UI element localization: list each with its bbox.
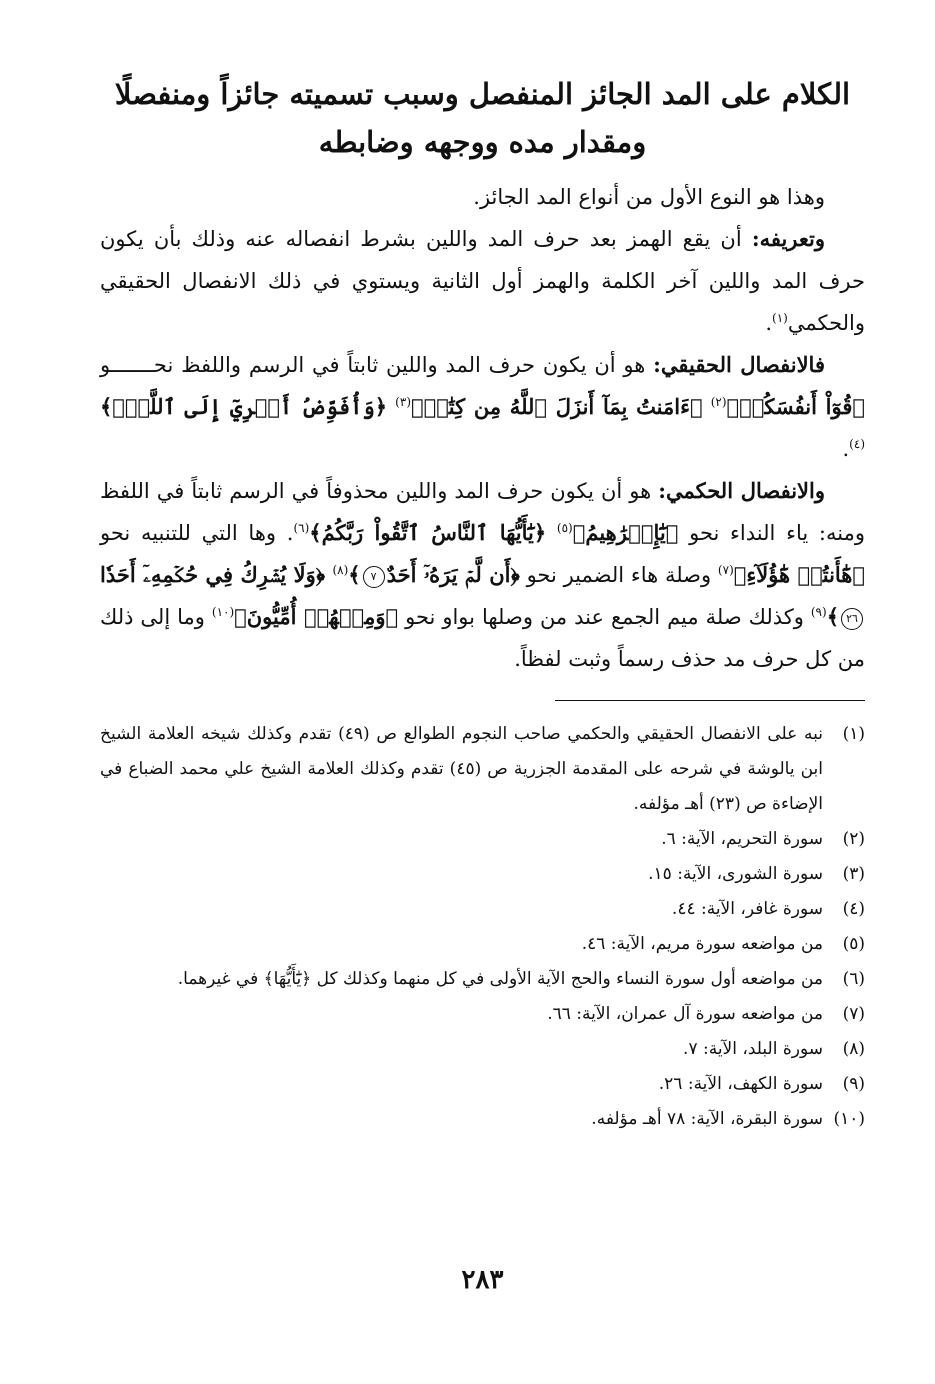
footnote-number: (٤) bbox=[842, 899, 865, 919]
ayah-number-marker: ٢٦ bbox=[841, 608, 863, 630]
footnote-number: (٢) bbox=[842, 829, 865, 849]
footnote-ref: (١٠) bbox=[211, 605, 235, 619]
implied-separation-text: هو أن يكون حرف المد واللين محذوفاً في الرسم ثابتاً في اللفظ ومنه: ياء النداء نحو bbox=[100, 479, 865, 545]
definition-text: أن يقع الهمز بعد حرف المد واللين بشرط انفصاله عنه وذلك بأن يكون حرف المد واللين آخر الكلمة والهمز أول الثانية ويستوي في ذلك الانفصال الحقيقي والحكمي bbox=[100, 227, 865, 335]
footnote-text: سورة الشورى، الآية: ١٥. bbox=[648, 864, 823, 884]
paragraph-real-separation bbox=[100, 344, 865, 470]
footnote-4 bbox=[100, 892, 865, 927]
footnote-ref: (٢) bbox=[710, 395, 727, 409]
paragraph-implied-separation bbox=[100, 470, 865, 680]
quran-quote: ﴿وَلَا يُشۡرِكُ فِي حُكۡمِهِۦٓ أَحَدٗا bbox=[100, 562, 333, 587]
footnote-text: سورة البقرة، الآية: ٧٨ أهـ مؤلفه. bbox=[591, 1109, 823, 1129]
footnote-text: من مواضعه سورة مريم، الآية: ٤٦. bbox=[581, 934, 823, 954]
footnote-ref: (١) bbox=[772, 311, 788, 325]
footnote-number: (٦) bbox=[842, 969, 865, 989]
quran-quote: ﴿أَن لَّمۡ يَرَهُۥٓ أَحَدٌ bbox=[386, 562, 520, 587]
section-title bbox=[100, 70, 865, 166]
footnote-ref: (٤) bbox=[849, 437, 865, 451]
footnote-ref: (٣) bbox=[395, 395, 411, 409]
sentence-end: . bbox=[765, 311, 772, 335]
main-text bbox=[100, 176, 865, 680]
definition-lead: وتعريفه: bbox=[751, 226, 825, 251]
footnote-6 bbox=[100, 962, 865, 997]
footnote-5 bbox=[100, 927, 865, 962]
quran-quote: ﴿يَٰٓأَيُّهَا ٱلنَّاسُ ٱتَّقُواْ رَبَّكُمُ﴾ bbox=[309, 520, 547, 545]
quran-bracket: ﴾ bbox=[348, 562, 361, 587]
footnote-text: نبه على الانفصال الحقيقي والحكمي صاحب النجوم الطوالع ص (٤٩) تقدم وكذلك شيخه العلامة الشيخ ابن يالوشة في شرحه على المقدمة الجزرية ص (٤٥) تقدم وكذلك العلامة الشيخ علي محمد الضباع في الإضاءة ص (٢٣) أهـ مؤلفه. bbox=[100, 724, 824, 814]
footnote-text: سورة التحريم، الآية: ٦. bbox=[661, 829, 823, 849]
quran-quote: ﴿قُوٓاْ أَنفُسَكُمۡ﴾ bbox=[726, 394, 865, 419]
footnote-number: (٩) bbox=[842, 1074, 865, 1094]
footnote-1 bbox=[100, 717, 865, 822]
implied-separation-text: وصلة هاء الضمير نحو bbox=[519, 563, 718, 587]
footnote-text: سورة الكهف، الآية: ٢٦. bbox=[658, 1074, 823, 1094]
implied-separation-lead: والانفصال الحكمي: bbox=[658, 478, 825, 503]
footnote-number: (٨) bbox=[842, 1039, 865, 1059]
footnote-text: سورة غافر، الآية: ٤٤. bbox=[671, 899, 823, 919]
footnote-text: من مواضعه سورة آل عمران، الآية: ٦٦. bbox=[547, 1004, 823, 1024]
implied-separation-text: . وها التي للتنبيه نحو bbox=[100, 521, 294, 545]
footnote-3 bbox=[100, 857, 865, 892]
footnote-number: (٧) bbox=[842, 1004, 865, 1024]
footnote-ref: (٦) bbox=[293, 521, 310, 535]
footnote-2 bbox=[100, 822, 865, 857]
footnote-10 bbox=[100, 1102, 865, 1137]
page-number: ٢٨٣ bbox=[461, 1265, 504, 1295]
footnote-text: من مواضعه أول سورة النساء والحج الآية الأولى في كل منهما وكذلك كل ﴿يَٰٓأَيُّهَا﴾ في غيرهما. bbox=[177, 969, 823, 989]
footnote-7 bbox=[100, 997, 865, 1032]
footnote-text: سورة البلد، الآية: ٧. bbox=[683, 1039, 823, 1059]
footnote-8 bbox=[100, 1032, 865, 1067]
quran-quote: ﴿وَمِنۡهُمۡ أُمِّيُّونَ﴾ bbox=[234, 604, 399, 629]
quran-quote: ﴿هَٰٓأَنتُمۡ هَٰٓؤُلَآءِ﴾ bbox=[733, 562, 865, 587]
quran-quote: ﴿ءَامَنتُ بِمَآ أَنزَلَ ٱللَّهُ مِن كِتَٰبٖ﴾ bbox=[411, 394, 703, 419]
footnote-separator bbox=[555, 700, 865, 701]
footnote-ref: (٩) bbox=[810, 605, 827, 619]
implied-separation-text: وما إلى ذلك من كل حرف مد حذف رسماً وثبت لفظاً. bbox=[100, 605, 865, 671]
footnote-ref: (٨) bbox=[332, 563, 349, 577]
quran-quote: ﴿يَٰٓإِبۡرَٰهِيمُ﴾ bbox=[572, 520, 679, 545]
footnote-number: (٥) bbox=[842, 934, 865, 954]
book-page bbox=[100, 70, 865, 1360]
footnote-ref: (٥) bbox=[556, 521, 573, 535]
footnote-9 bbox=[100, 1067, 865, 1102]
quran-quote: ﴿وَأُفَوِّضُ أَمۡرِيٓ إِلَى ٱللَّهِۚ﴾ bbox=[100, 394, 388, 419]
sentence-end: . bbox=[842, 437, 850, 461]
implied-separation-text: وكذلك صلة ميم الجمع عند من وصلها بواو نحو bbox=[398, 605, 811, 629]
paragraph-definition bbox=[100, 218, 865, 344]
ayah-number-marker: ٧ bbox=[363, 566, 385, 588]
footnote-number: (٣) bbox=[842, 864, 865, 884]
title-line-2: ومقدار مده ووجهه وضابطه bbox=[318, 125, 647, 159]
footnote-number: (١٠) bbox=[833, 1109, 865, 1129]
footnote-ref: (٧) bbox=[717, 563, 734, 577]
footnote-number: (١) bbox=[842, 724, 865, 744]
quran-bracket: ﴾ bbox=[826, 604, 839, 629]
footnotes bbox=[100, 717, 865, 1137]
paragraph-intro: وهذا هو النوع الأول من أنواع المد الجائز. bbox=[473, 185, 825, 209]
real-separation-lead: فالانفصال الحقيقي: bbox=[653, 352, 825, 377]
real-separation-text: هو أن يكون حرف المد واللين ثابتاً في الرسم واللفظ نحـــــــو bbox=[100, 353, 654, 377]
title-line-1: الكلام على المد الجائز المنفصل وسبب تسميته جائزاً ومنفصلًا bbox=[114, 77, 851, 111]
